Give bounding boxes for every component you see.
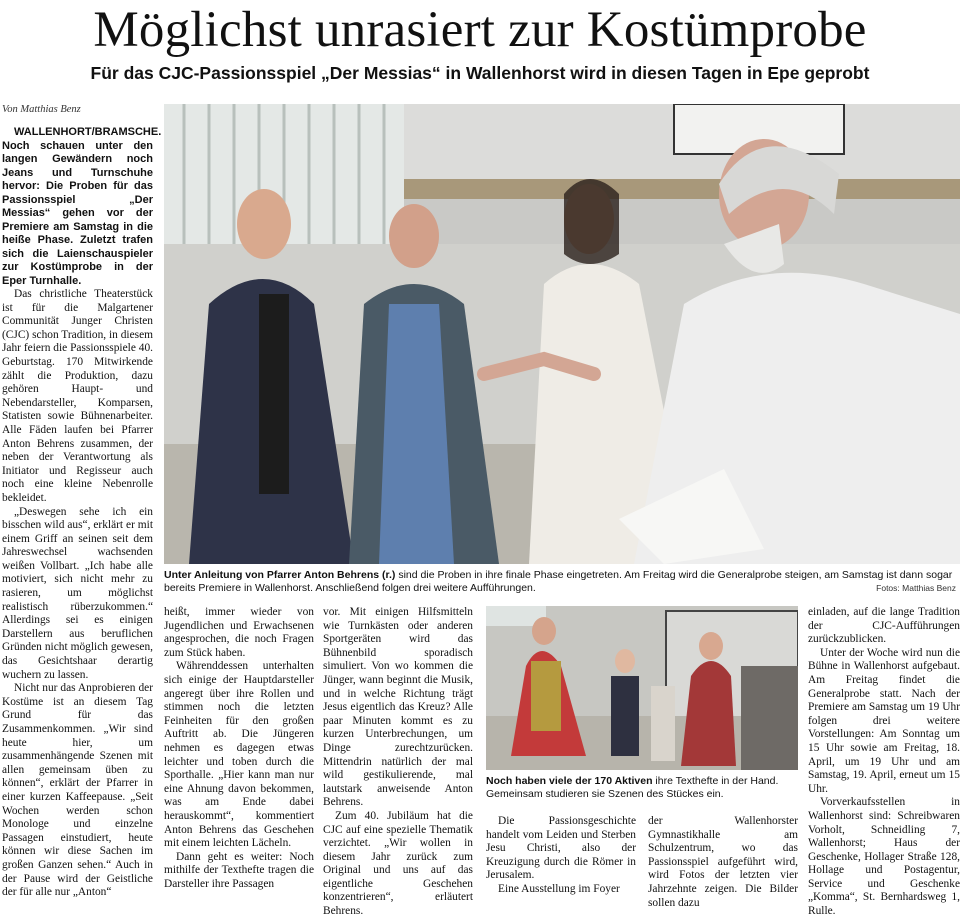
subhead: Für das CJC-Passionsspiel „Der Messias“ in Wallenhorst wird in diesen Tagen in Epe geprobt [90,63,870,83]
caption-bold: Unter Anleitung von Pfarrer Anton Behrens (r.) [164,569,396,581]
paragraph: vor. Mit einigen Hilfsmitteln wie Turnkästen oder anderen Sportgeräten wird das Bühnenbild sporadisch simuliert. Von wo kommen die Jünger, wann beginnt die Musik, und in welche Richtung trägt Jesus eigentlich das Kreuz? Alle paar Minuten kommt es zu kurzen Unterbrechungen, um Dinge zurechtzurücken. Mittendrin natürlich der mal wild gestikulierende, mal lautstark anweisende Anton Behrens. [323,606,473,809]
paragraph: Währenddessen unterhalten sich einige der Hauptdarsteller angeregt über ihre Rollen und stimmen noch die letzten Feinheiten für den großen Auftritt ab. Die Jüngeren nehmen es dagegen etwas leichter und toben durch die Sporthalle. „Hier kann man nur eine Ahnung davon bekommen, was am Ende dabei herauskommt“, kommentiert Anton Behrens das Geschehen mit einem leichten Lächeln. [164,660,314,850]
article-column-2 [164,606,314,891]
caption2-text: ihre Texthefte in der Hand. Gemeinsam studieren sie Szenen des Stückes ein. [486,775,779,800]
paragraph: Das christliche Theaterstück ist für die Malgartener Communität Junger Christen (CJC) schon Tradition, in diesem Jahr feiern die Passionsspiele 40. Geburtstag. 170 Mitwirkende zählt die Produktion, dazu gehören Haupt- und Nebendarsteller, Komparsen, Statisten sowie Bühnenarbeiter. Alle Fäden laufen bei Pfarrer Anton Behrens zusammen, der neben der Verantwortung als Initiator und Regisseur auch noch eine kleine Nebenrolle bekleidet. [2,288,153,504]
paragraph: „Deswegen sehe ich ein bisschen wild aus“, erklärt er mit einem Griff an seinen seit dem Jahreswechsel wachsenden weißen Vollbart. „Ich habe alle motiviert, sich nicht mehr zu rasieren, um möglichst realistisch rüberzukommen.“ Allerdings sei es einigen Darstellern aus beruflichen Gründen nicht möglich gewesen, das Gesichtshaar derartig wuchern zu lassen. [2,505,153,681]
paragraph: heißt, immer wieder von Jugendlichen und Erwachsenen angesprochen, die noch Fragen zum Stück haben. [164,606,314,659]
paragraph: Nicht nur das Anprobieren der Kostüme ist an diesem Tag Grund für das Zusammenkommen. „Wir sind heute hier, um zusammenhängende Szenen mit allen gemeinsam üben zu können“, erklärt der Pfarrer in einer kurzen Kaffeepause. „Seit Wochen werden schon Monologe und einzelne Passagen einstudiert, heute können wir diese Sachen im großen Ganzen sehen.“ Auch in der Pause wird der Geistliche der für alle nur „Anton“ [2,682,153,899]
second-photo-caption [486,775,798,801]
article-column-3 [323,606,473,919]
article-column-3b [486,815,636,897]
paragraph: Dann geht es weiter: Noch mithilfe der Texthefte tragen die Darsteller ihre Passagen [164,850,314,890]
article-column-1 [2,126,162,900]
paragraph: Unter der Woche wird nun die Bühne in Wallenhorst aufgebaut. Am Freitag findet die Generalprobe statt. Nach der Premiere am Samstag um 19 Uhr folgen drei weitere Vorstellungen: Am Sonntag um 15 Uhr sowie am Freitag, 18. April, um 19 Uhr und am Samstag, 19. April, erneut um 15 Uhr. [808,646,960,795]
paragraph: Vorverkaufsstellen in Wallenhorst sind: Schreibwaren Vorholt, Schneidling 7, Wallenhorst; Haus der Geschenke, Hollager Straße 128, Hollage und Postagentur, Service und Geschenke „Komma“, St. Bernhardsweg 1, Rulle. [808,796,960,918]
paragraph: Zum 40. Jubiläum hat die CJC auf eine spezielle Thematik verzichtet. „Wir wollen in diesem Jahr zurück zum Original und uns auf das eigentliche Geschehen konzentrieren“, erläutert Behrens. [323,809,473,918]
main-photo [164,104,960,564]
headline: Möglichst unrasiert zur Kostümprobe [93,2,867,58]
article-column-4b [648,815,798,910]
second-photo [486,606,798,770]
paragraph: Die Passionsgeschichte handelt vom Leiden und Sterben Jesu Christi, also der Kreuzigung durch die Römer in Jerusalem. [486,815,636,882]
paragraph: Eine Ausstellung im Foyer [498,882,620,895]
caption-text: sind die Proben in ihre finale Phase eingetreten. Am Freitag wird die Generalprobe steigen, am Samstag ist dann sogar bereits Premiere in Wallenhorst. Anschließend folgen drei weitere Aufführungen. [164,569,953,594]
article-column-5 [808,606,960,919]
caption2-bold: Noch haben viele der 170 Aktiven [486,775,653,787]
paragraph: der Wallenhorster Gymnastikhalle am Schulzentrum, wo das Passionsspiel aufgeführt wird, wird Fotos der letzten vier Jahrzehnte zeigen. Die Bilder sollen dazu [648,815,798,909]
lead-paragraph: WALLENHORT/BRAMSCHE. Noch schauen unter den langen Gewändern noch Jeans und Turnschuhe hervor: Die Proben für das Passionsspiel „Der Messias“ gehen vor der Premiere am Samstag in die heiße Phase. Zuletzt trafen sich die Laienschauspieler zur Kostümprobe in der Eper Turnhalle. [2,126,162,287]
byline: Von Matthias Benz [2,104,81,115]
main-photo-caption [164,569,960,595]
paragraph: einladen, auf die lange Tradition der CJC-Aufführungen zurückzublicken. [808,606,960,646]
photo-credit: Fotos: Matthias Benz [876,583,956,593]
